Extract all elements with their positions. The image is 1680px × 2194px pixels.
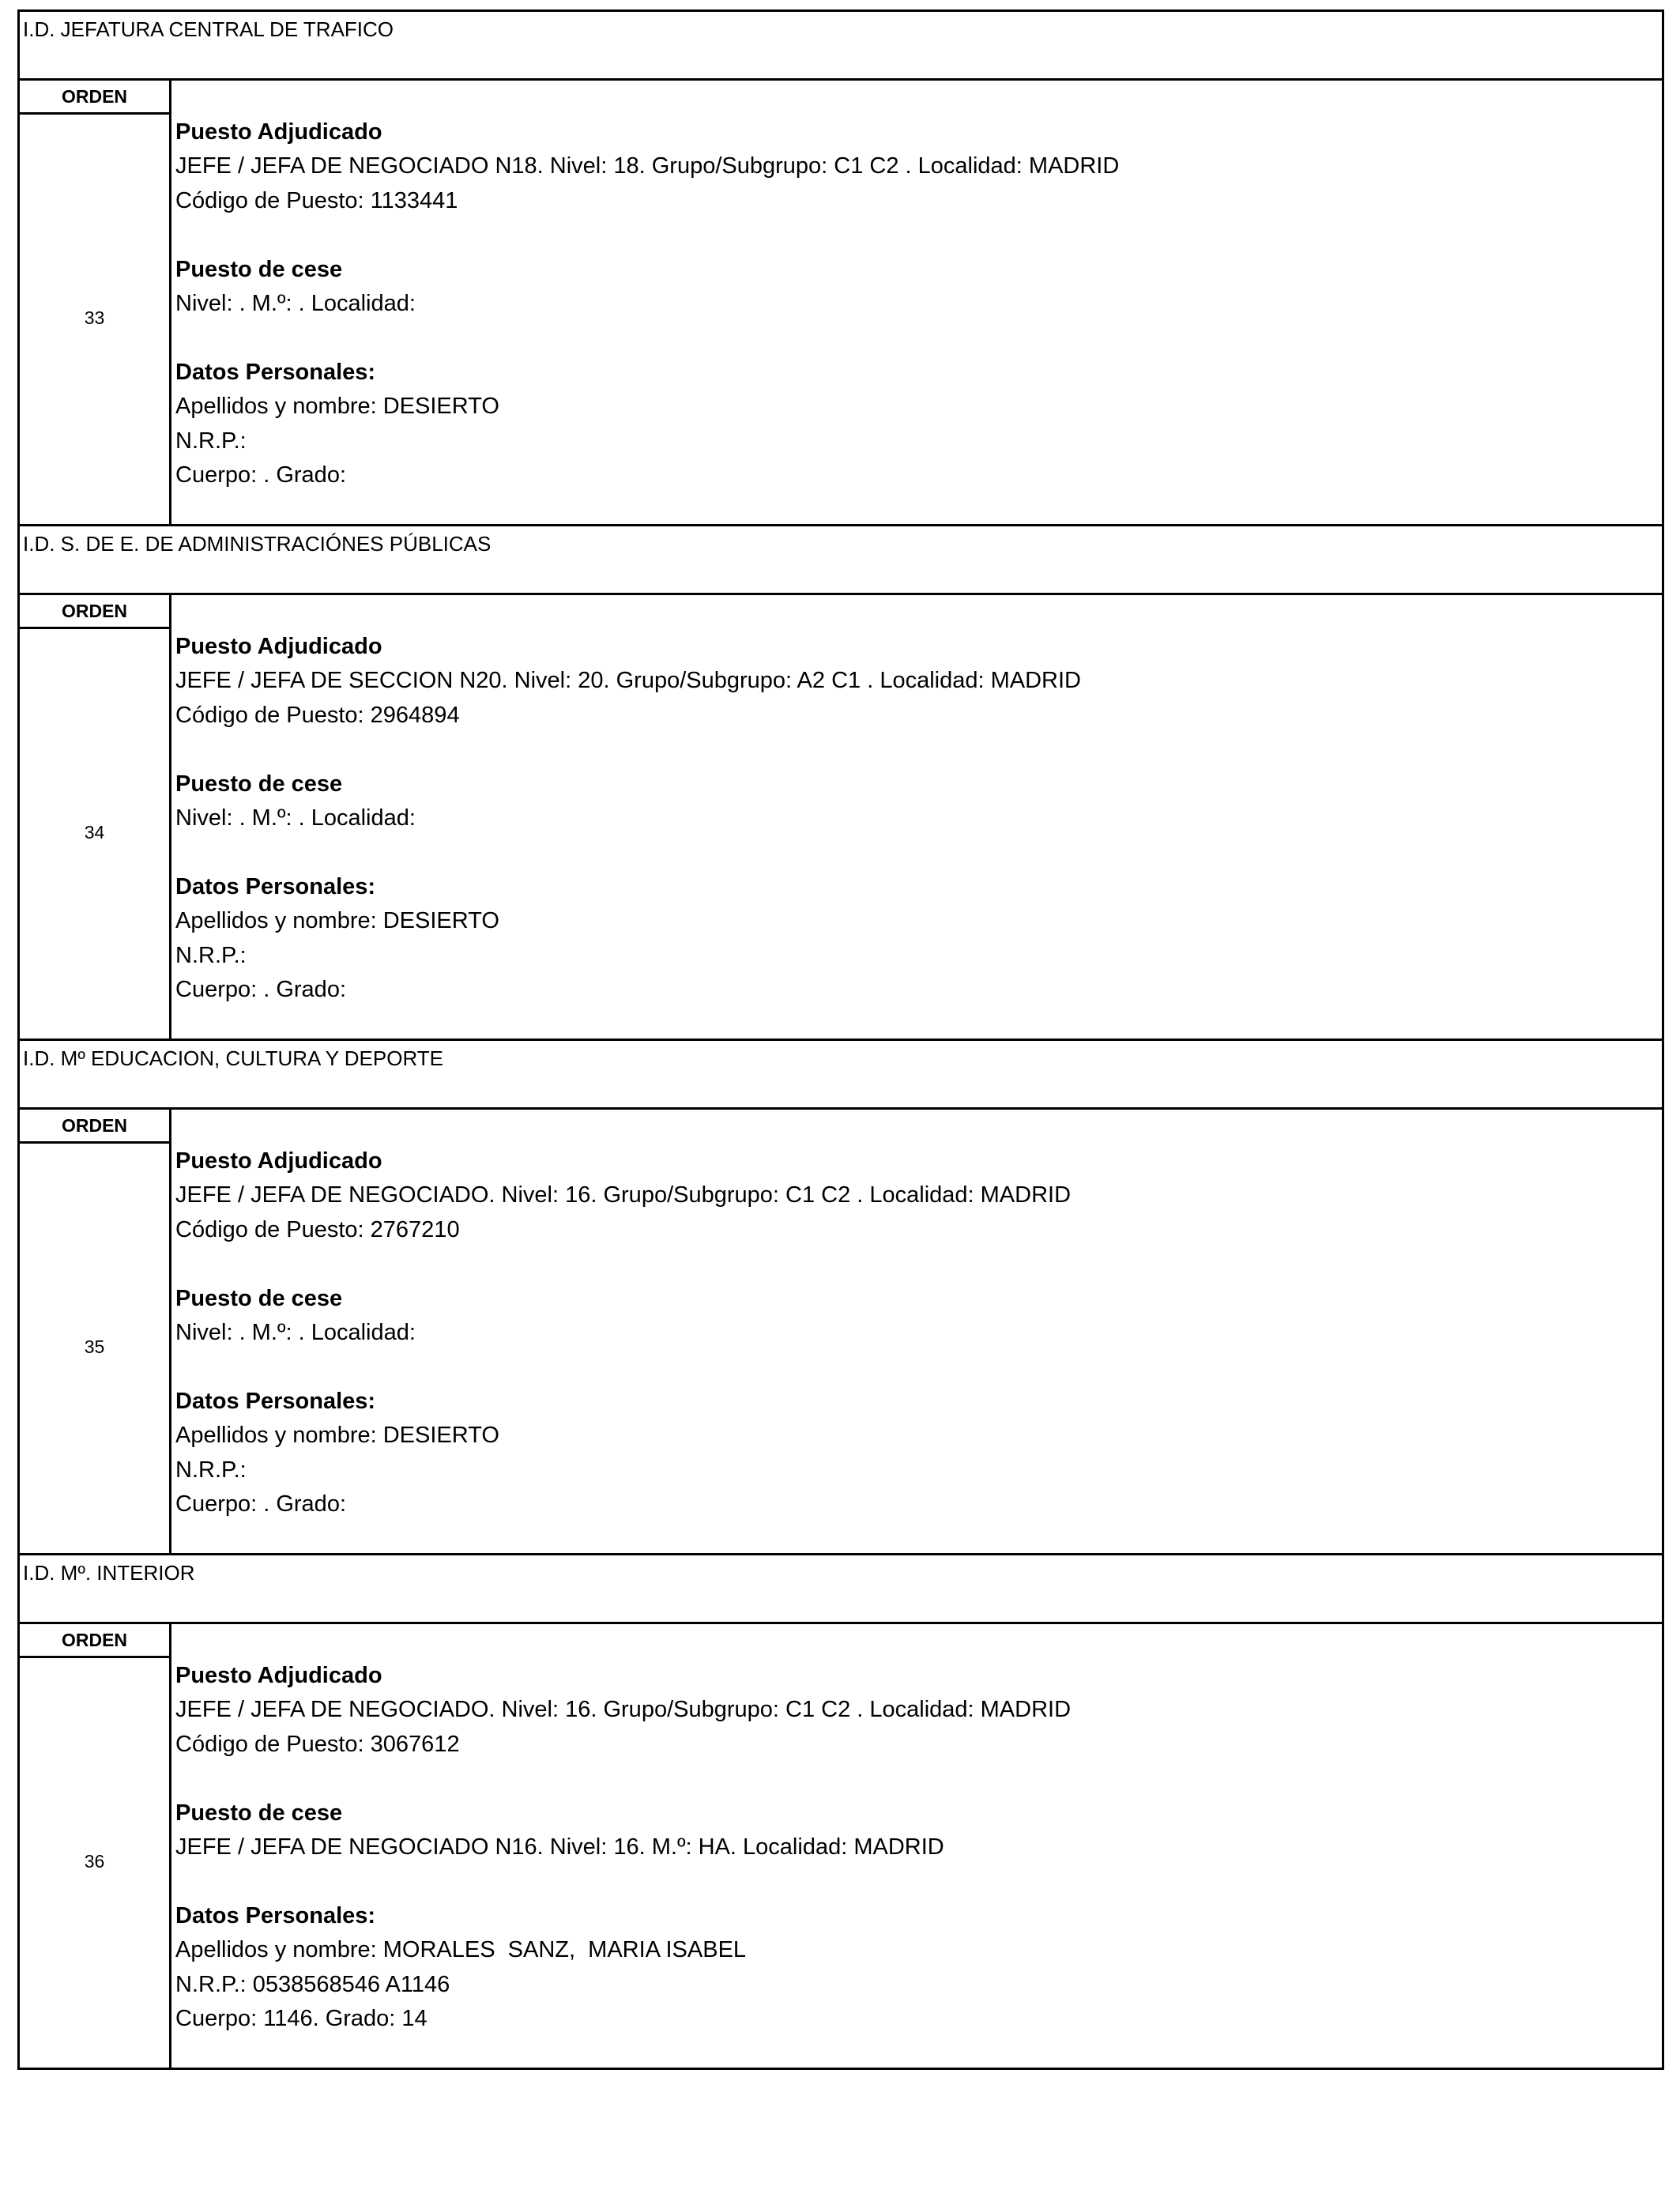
adjudicado-codigo: Código de Puesto: 2964894 (175, 702, 460, 728)
adjudicado-heading: Puesto Adjudicado (175, 634, 382, 659)
spacer (175, 733, 1662, 767)
cuerpo-line: Cuerpo: . Grado: (175, 462, 346, 488)
adjudicado-codigo: Código de Puesto: 1133441 (175, 187, 458, 213)
adjudicado-puesto: JEFE / JEFA DE NEGOCIADO. Nivel: 16. Grupo/Subgrupo: C1 C2 . Localidad: MADRID (175, 1697, 1072, 1723)
cuerpo-line: Cuerpo: 1146. Grado: 14 (175, 2005, 428, 2031)
cese-heading: Puesto de cese (175, 771, 343, 797)
section-row (20, 1110, 1662, 1553)
nombre-line: Apellidos y nombre: DESIERTO (175, 1423, 499, 1449)
cese-heading: Puesto de cese (175, 1285, 343, 1311)
spacer (175, 1864, 1662, 1898)
adjudicado-puesto: JEFE / JEFA DE NEGOCIADO. Nivel: 16. Grupo/Subgrupo: C1 C2 . Localidad: MADRID (175, 1182, 1072, 1208)
document-table (17, 9, 1664, 2070)
orden-number: 34 (84, 821, 105, 843)
nombre-line: Apellidos y nombre: DESIERTO (175, 908, 499, 934)
orden-number: 35 (84, 1336, 105, 1357)
cese-heading: Puesto de cese (175, 1800, 343, 1826)
details-cell (171, 81, 1662, 524)
section-row (20, 595, 1662, 1039)
adjudicado-heading: Puesto Adjudicado (175, 119, 382, 145)
details-cell (171, 1110, 1662, 1553)
details-cell (171, 1624, 1662, 2068)
personales-heading: Datos Personales: (175, 1902, 376, 1928)
adjudicado-puesto: JEFE / JEFA DE NEGOCIADO N18. Nivel: 18. Grupo/Subgrupo: C1 C2 . Localidad: MADRID (175, 153, 1120, 179)
cese-detalle: Nivel: . M.º: . Localidad: (175, 805, 416, 831)
orden-number: 36 (84, 1850, 105, 1872)
section-row (20, 81, 1662, 524)
orden-number: 33 (84, 307, 105, 328)
entity-header: I.D. Mº. INTERIOR (20, 1555, 1662, 1624)
personales-heading: Datos Personales: (175, 359, 376, 385)
spacer (175, 1350, 1662, 1384)
orden-column (20, 1110, 171, 1553)
adjudicado-codigo: Código de Puesto: 3067612 (175, 1731, 460, 1757)
orden-column (20, 81, 171, 524)
section-block (17, 1553, 1664, 2070)
nombre-line: Apellidos y nombre: DESIERTO (175, 394, 499, 420)
cese-detalle: Nivel: . M.º: . Localidad: (175, 290, 416, 316)
spacer (175, 835, 1662, 869)
cuerpo-line: Cuerpo: . Grado: (175, 976, 346, 1002)
personales-heading: Datos Personales: (175, 873, 376, 899)
details-cell (171, 595, 1662, 1039)
nrp-line: N.R.P.: (175, 1457, 247, 1483)
spacer (175, 1762, 1662, 1796)
spacer (175, 1247, 1662, 1281)
spacer (175, 321, 1662, 355)
nrp-line: N.R.P.: (175, 428, 247, 454)
nrp-line: N.R.P.: (175, 942, 247, 968)
section-block (17, 524, 1664, 1039)
cese-detalle: JEFE / JEFA DE NEGOCIADO N16. Nivel: 16. M.º: HA. Localidad: MADRID (175, 1834, 944, 1860)
nrp-line: N.R.P.: 0538568546 A1146 (175, 1971, 450, 1997)
cese-heading: Puesto de cese (175, 256, 343, 282)
section-block (17, 1039, 1664, 1553)
adjudicado-heading: Puesto Adjudicado (175, 1663, 382, 1688)
orden-header: ORDEN (20, 1624, 169, 1658)
section-block (17, 9, 1664, 524)
adjudicado-heading: Puesto Adjudicado (175, 1148, 382, 1174)
orden-header: ORDEN (20, 1110, 169, 1144)
cuerpo-line: Cuerpo: . Grado: (175, 1491, 346, 1517)
adjudicado-puesto: JEFE / JEFA DE SECCION N20. Nivel: 20. Grupo/Subgrupo: A2 C1 . Localidad: MADRID (175, 668, 1081, 694)
spacer (175, 218, 1662, 252)
cese-detalle: Nivel: . M.º: . Localidad: (175, 1319, 416, 1345)
adjudicado-codigo: Código de Puesto: 2767210 (175, 1216, 460, 1242)
orden-header: ORDEN (20, 81, 169, 115)
orden-header: ORDEN (20, 595, 169, 629)
orden-column (20, 595, 171, 1039)
entity-header: I.D. S. DE E. DE ADMINISTRACIÓNES PÚBLICAS (20, 526, 1662, 595)
personales-heading: Datos Personales: (175, 1388, 376, 1414)
section-row (20, 1624, 1662, 2068)
orden-column (20, 1624, 171, 2068)
entity-header: I.D. Mº EDUCACION, CULTURA Y DEPORTE (20, 1041, 1662, 1110)
nombre-line: Apellidos y nombre: MORALES SANZ, MARIA ISABEL (175, 1937, 747, 1963)
entity-header: I.D. JEFATURA CENTRAL DE TRAFICO (20, 12, 1662, 81)
